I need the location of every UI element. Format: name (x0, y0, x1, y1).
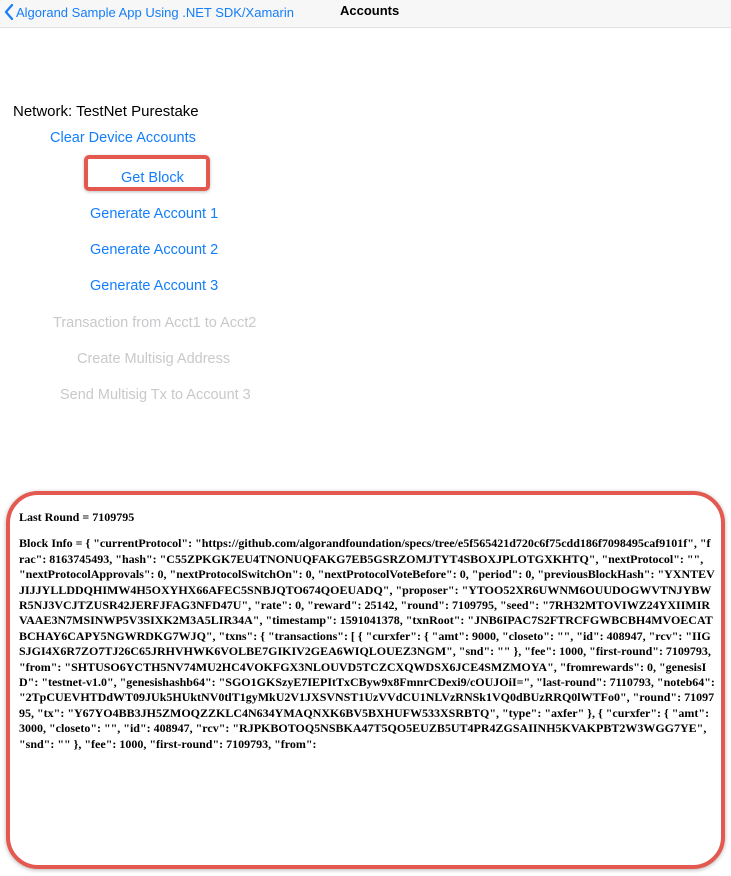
clear-device-accounts-button[interactable]: Clear Device Accounts (50, 130, 196, 146)
page-title: Accounts (340, 3, 400, 18)
block-output-panel[interactable] (6, 491, 725, 869)
get-block-button[interactable]: Get Block (121, 170, 184, 186)
generate-account-1-button[interactable]: Generate Account 1 (90, 206, 219, 222)
generate-account-2-button[interactable]: Generate Account 2 (90, 242, 219, 258)
navigation-bar (0, 0, 731, 28)
transaction-acct1-to-acct2-button[interactable]: Transaction from Acct1 to Acct2 (53, 315, 257, 331)
send-multisig-tx-button[interactable]: Send Multisig Tx to Account 3 (60, 387, 251, 403)
block-info-text: Block Info = { "currentProtocol": "https://github.com/algorandfoundation/specs/tree/e5f565421d720c6f75cdd186f7098495caf9101f", "frac": 8163745493, "hash": "C55ZPKGK7EU4TNONUQFAKG7EB5GSRZOMJTYT4SBOXJPLOTGXKHTQ", "nextProtocol": "", "nextProtocolApprovals": 0, "nextProtocolSwitchOn": 0, "nextProtocolVoteBefore": 0, "period": 0, "previousBlockHash": "YXNTEVJIJJYLLDDQHIMW4H5OXYHX66AFEC5SNBJQTO674QOEUADQ", "proposer": "YTOO52XR6UWNM6OUUDOGWVTNJYBWR5NJ3VCJTZUSR42JERFJFAG3NFD47U", "rate": 0, "reward": 25142, "round": 7109795, "seed": "7RH32MTOVIWZ24YXIIMIRVAAE3N7MSINWP5V3SIXK2M3A5LIR34A", "timestamp": 1591041378, "txnRoot": "JNB6IPAC7S2FTRCFGWBCBH4MVOECATBCHAY6CAPY5NGWRDKG7WJQ", "txns": { "transactions": [ { "curxfer": { "amt": 9000, "closeto": "", "id": 408947, "rcv": "IIGSJGI4X6R7ZO7TJ26C65JRHVHWK6VOLBE7GIKIV2GEA6WIQLOUEZ3NGM", "snd": "" }, "fee": 1000, "first-round": 7109793, "from": "SHTUSO6YCTH5NV74MU2HC4VOKFGX3NLOUVD5TCZCXQWDSX6JCE4SMZMOYA", "fromrewards": 0, "genesisID": "testnet-v1.0", "genesishashb64": "SGO1GKSzyE7IEPItTxCByw9x8FmnrCDexi9/cOUJOiI=", "last-round": 7110793, "noteb64": "2TpCUEVHTDdWT09JUk5HUktNV0tlT1gyMkU2V1JXSVNST1UzVVdCU1NLVzRNSk1VQ0dBUzRRQ0lWTFo0", "round": 7109795, "tx": "Y67YO4BB3JH5ZMOQZZKLC4N634YMAQNXK6BV5BXHUFW533XSRBTQ", "type": "axfer" }, { "curxfer": { "amt": 3000, "closeto": "", "id": 408947, "rcv": "RJPKBOTOQ5NSBKA47T5QO5EUZB5UT4PR4ZGSAIINH5KVAKPBT2W3WGG7YE", "snd": "" }, "fee": 1000, "first-round": 7109793, "from": (19, 536, 715, 751)
network-label: Network: TestNet Purestake (13, 103, 199, 120)
last-round-text: Last Round = 7109795 (19, 510, 135, 524)
back-button-label: Algorand Sample App Using .NET SDK/Xamarin (16, 4, 294, 20)
block-output-text (19, 510, 715, 752)
chevron-left-icon (4, 4, 14, 20)
back-button[interactable] (4, 2, 294, 22)
create-multisig-address-button[interactable]: Create Multisig Address (77, 351, 231, 367)
generate-account-3-button[interactable]: Generate Account 3 (90, 278, 219, 294)
